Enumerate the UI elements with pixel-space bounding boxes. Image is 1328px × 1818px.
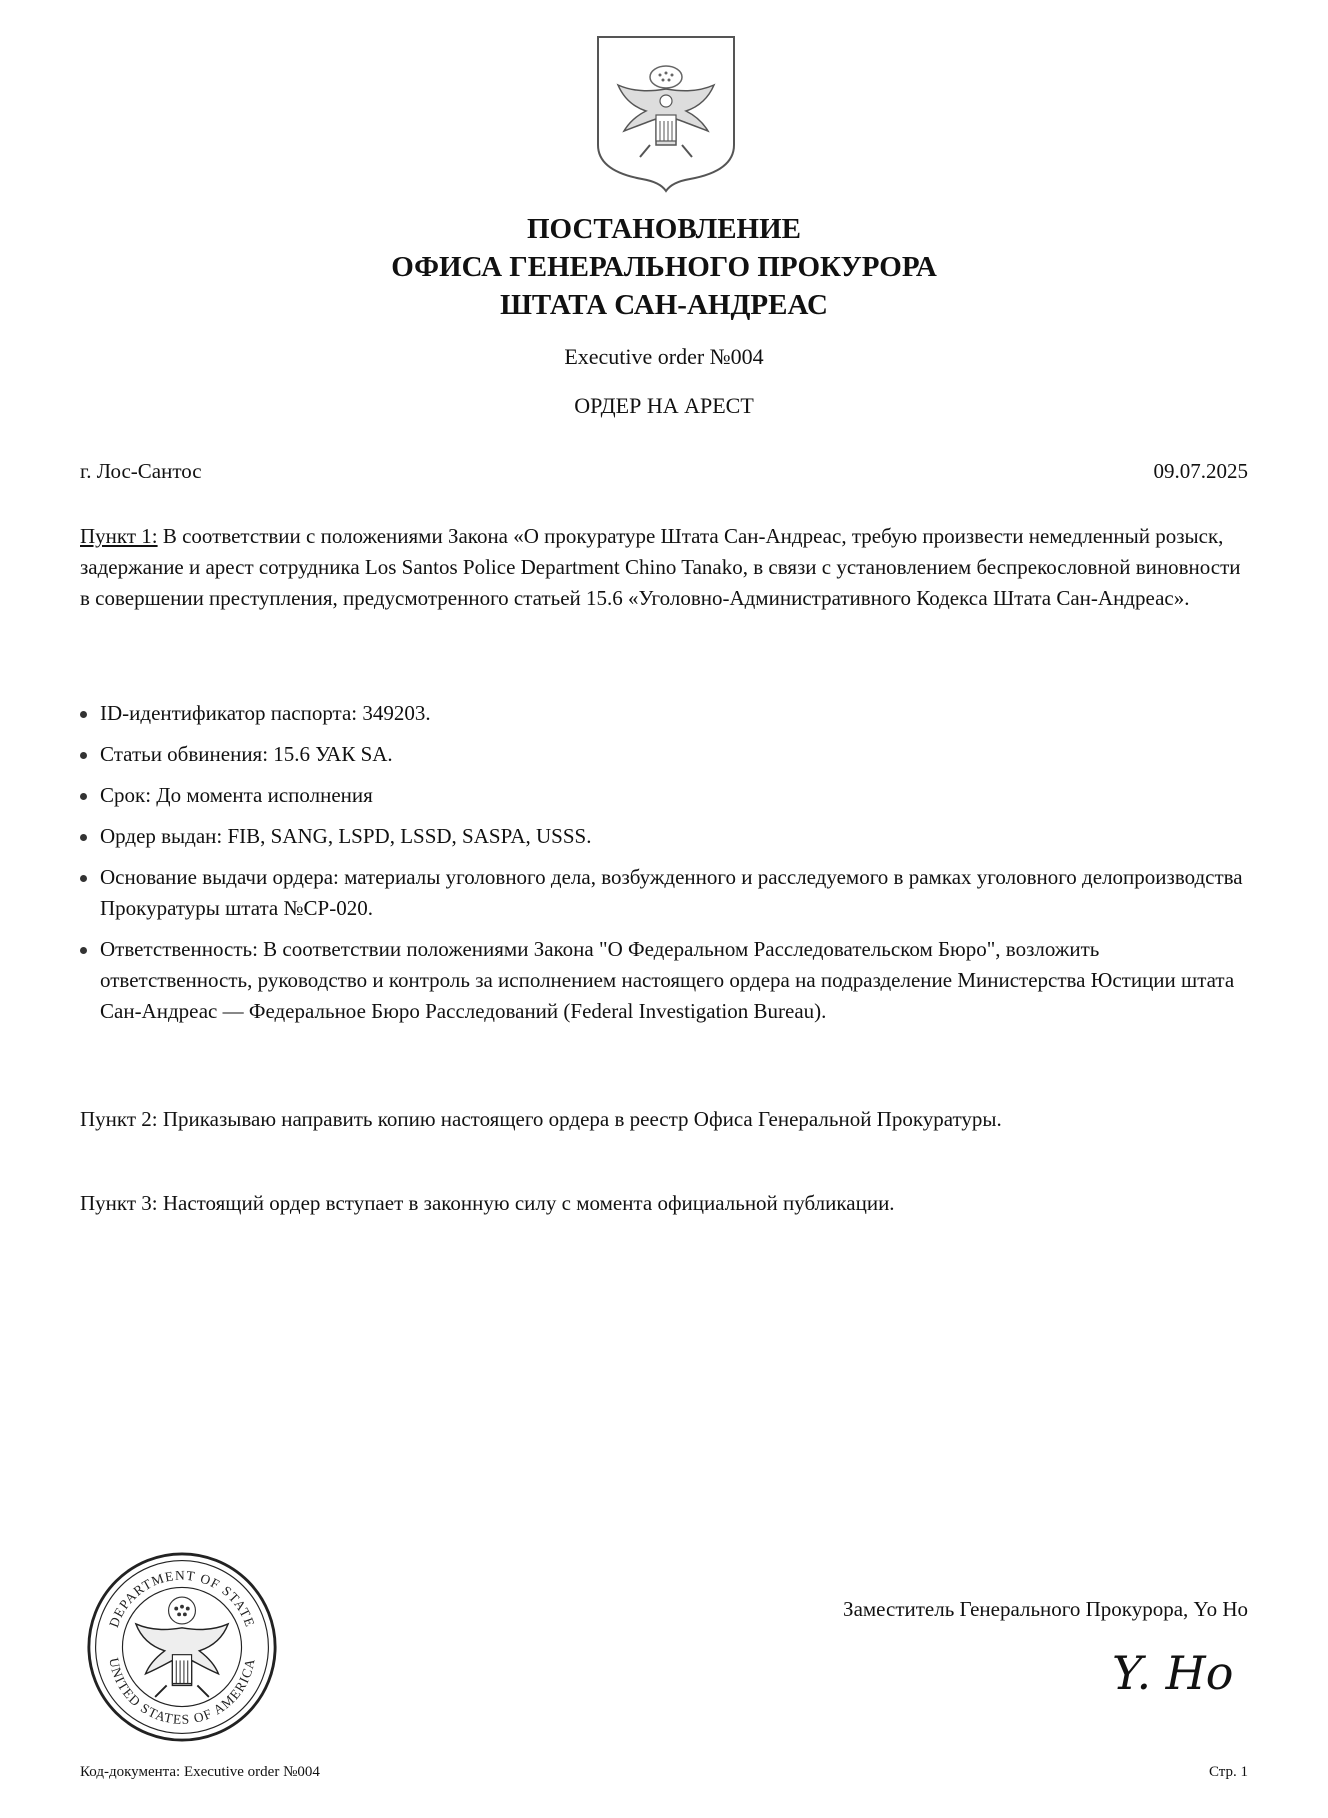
list-item: Срок: До момента исполнения (80, 780, 1248, 811)
clause-1-label: Пункт 1: (80, 524, 158, 548)
signature (1108, 1637, 1258, 1707)
date: 09.07.2025 (1153, 459, 1248, 483)
footer-page-number: Стр. 1 (1208, 1764, 1248, 1780)
list-item: Ордер выдан: FIB, SANG, LSPD, LSSD, SASPA, USSS. (80, 821, 1248, 852)
clause-1 (80, 521, 1248, 614)
coat-of-arms-icon (594, 33, 738, 193)
title-line-2: ОФИСА ГЕНЕРАЛЬНОГО ПРОКУРОРА (391, 251, 937, 283)
list-item: ID-идентификатор паспорта: 349203. (80, 698, 1248, 729)
signature-text: Y. Ho (1112, 1646, 1234, 1700)
signer-title: Заместитель Генерального Прокурора, Yo Ho (843, 1597, 1248, 1621)
clause-2: Пункт 2: Приказываю направить копию настоящего ордера в реестр Офиса Генеральной Прокуратуры. (80, 1107, 1002, 1131)
title-line-3: ШТАТА САН-АНДРЕАС (500, 289, 828, 321)
title-line-1: ПОСТАНОВЛЕНИЕ (526, 213, 801, 245)
seal-top-text: DEPARTMENT OF STATE (105, 1567, 259, 1630)
seal-bottom-text: UNITED STATES OF AMERICA (106, 1656, 258, 1727)
clause-1-text: В соответствии с положениями Закона «О прокуратуре Штата Сан-Андреас, требую произвести немедленный розыск, задержание и арест сотрудника Los Santos Police Department Chino Tanako, в связи с установлением беспрекословной виновности в совершении преступления, предусмотренного статьей 15.6 «Уголовно-Административного Кодекса Штата Сан-Андреас». (80, 524, 1241, 610)
list-item: Основание выдачи ордера: материалы уголовного дела, возбужденного и расследуемого в рамках уголовного делопроизводства Прокуратуры штата №CP-020. (80, 862, 1248, 924)
city: г. Лос-Сантос (80, 459, 202, 483)
order-type: ОРДЕР НА АРЕСТ (574, 393, 754, 418)
list-item: Ответственность: В соответствии положениями Закона "О Федеральном Расследовательском Бюро", возложить ответственность, руководство и контроль за исполнением настоящего ордера на подразделение Министерства Юстиции штата Сан-Андреас — Федеральное Бюро Расследований (Federal Investigation Bureau). (80, 934, 1248, 1027)
order-number: Executive order №004 (564, 344, 764, 369)
document-title (0, 210, 1328, 324)
list-item: Статьи обвинения: 15.6 УАК SA. (80, 739, 1248, 770)
footer-doc-code: Код-документа: Executive order №004 (80, 1764, 320, 1780)
details-list (80, 698, 1248, 1037)
clause-3: Пункт 3: Настоящий ордер вступает в законную силу с момента официальной публикации. (80, 1191, 895, 1215)
department-of-state-seal-icon (86, 1551, 278, 1743)
